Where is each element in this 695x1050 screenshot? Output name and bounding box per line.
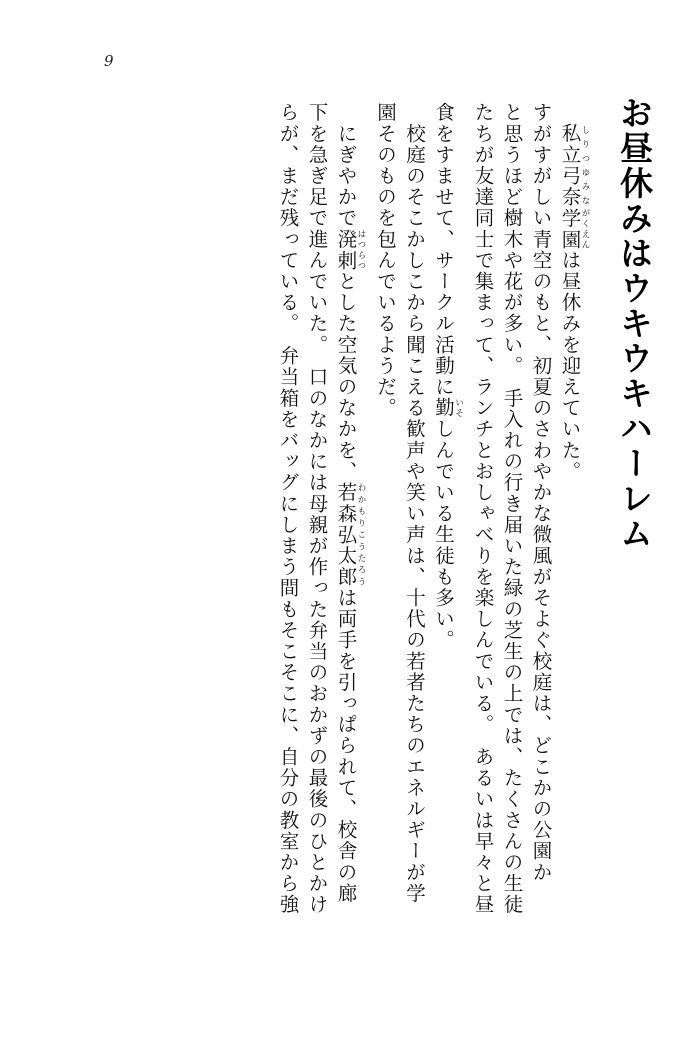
- ruby-isoshi: 勤いそ: [432, 397, 464, 419]
- text-column-8: にぎやかで溌剌はつらつとした空気のなかを、若森弘太郎わかもりこうたろうは両手を引っぱられて、校舎の廊: [334, 102, 367, 904]
- text-column-10: らが、まだ残っている。 弁当箱をバッグにしまう間もそこそこに、自分の教室から強: [276, 102, 300, 916]
- text-column-9: 下を急ぎ足で進んでいた。 口のなかには母親が作った弁当のおかずの最後のひとかけ: [305, 102, 329, 916]
- ruby-hatsuratsu: 溌剌はつらつ: [334, 228, 367, 271]
- text-column-5: 食をすませて、サークル活動に勤いそしんでいる生徒も多い。: [432, 102, 464, 651]
- page-number: 9: [104, 52, 114, 70]
- ruby-wakamorikoutarou: 若森弘太郎わかもりこうたろう: [334, 481, 367, 588]
- ruby-shiritsuyumina: 私立弓奈しりつゆみな: [558, 123, 591, 208]
- chapter-title: お昼休みはウキウキハーレム: [615, 96, 654, 551]
- text-column-2: すがすがしい青空のもと、初夏のさわやかな微風がそよぐ校庭は、どこかの公園か: [529, 102, 553, 883]
- text-column-7: 園そのものを包んでいるようだ。: [374, 102, 398, 419]
- text-column-3: と思うほど樹木や花が多い。 手入れの行き届いた緑の芝生の上では、たくさんの生徒: [500, 102, 524, 916]
- text-column-4: たちが友達同士で集まって、ランチとおしゃべりを楽しんでいる。 あるいは早々と昼: [471, 102, 495, 916]
- ruby-gakuen: 学園がくえん: [558, 207, 591, 250]
- text-column-6: 校庭のそこかしこから聞こえる歓声や笑い声は、十代の若者たちのエネルギーが学: [403, 102, 427, 904]
- text-column-1: 私立弓奈しりつゆみな学園がくえんは昼休みを迎えていた。: [558, 123, 591, 482]
- vertical-text-body: [60, 96, 659, 1016]
